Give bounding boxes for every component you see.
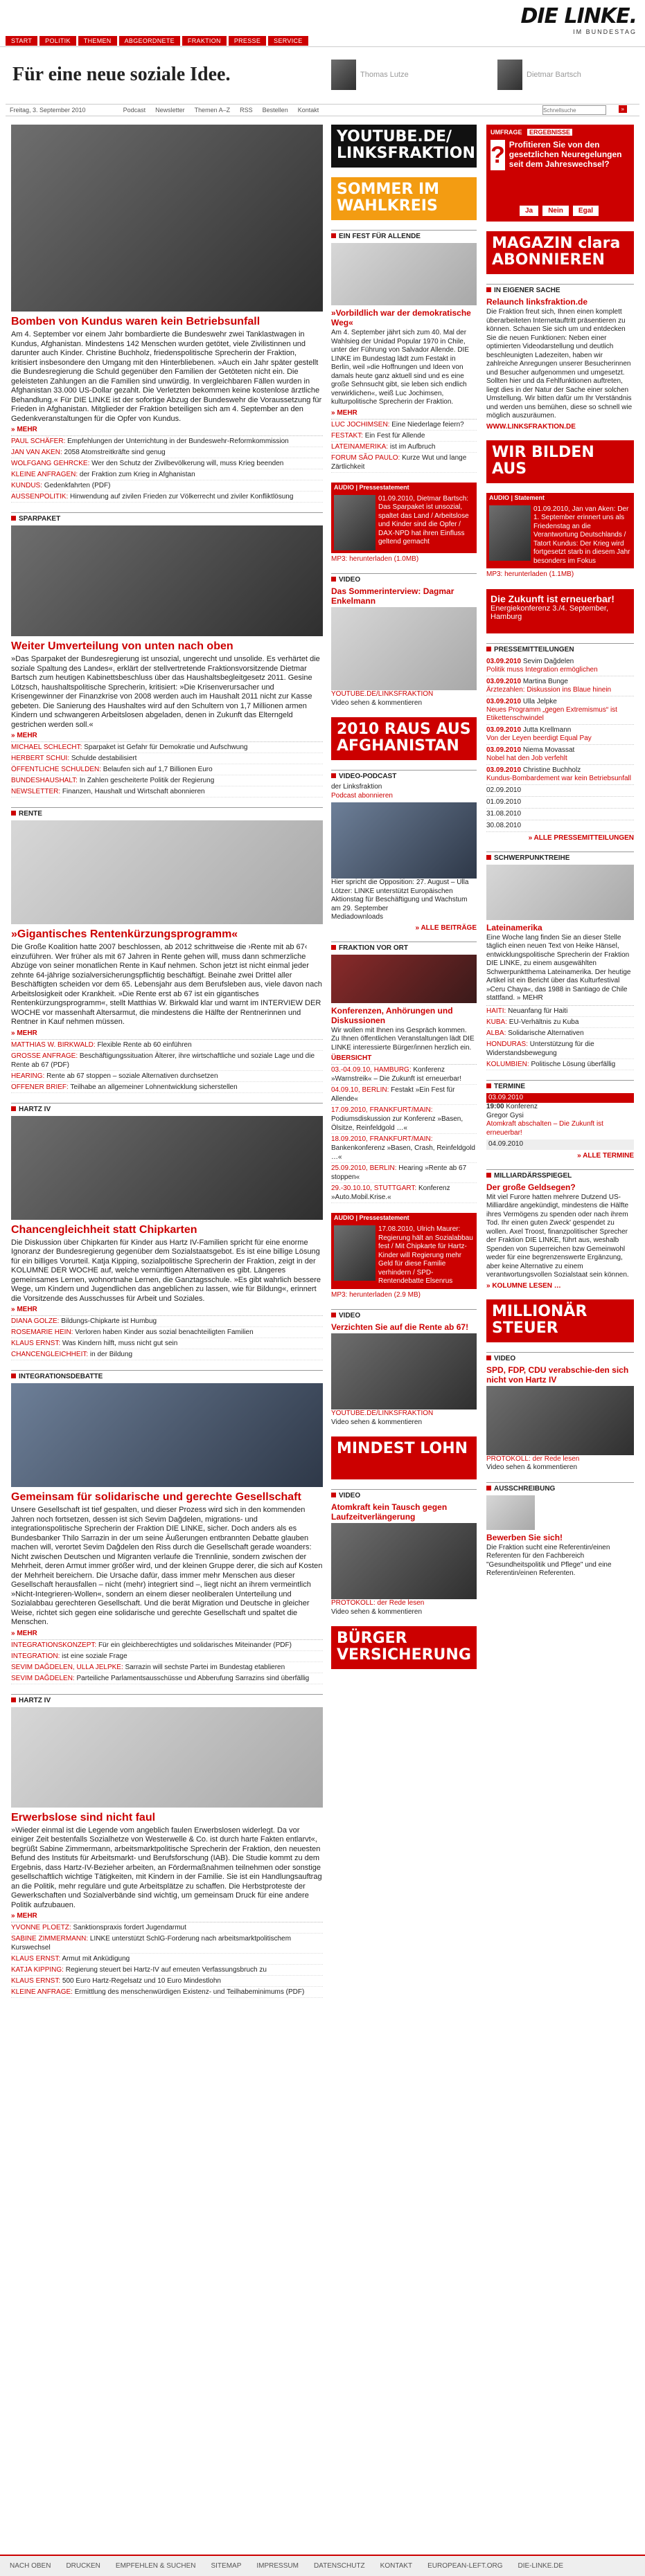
footer-impressum[interactable]: IMPRESSUM <box>256 2562 299 2570</box>
logo[interactable] <box>520 4 637 35</box>
lead-links <box>11 435 323 503</box>
video-podcast <box>331 770 477 932</box>
event-list <box>331 1064 477 1203</box>
list-item[interactable]: 03.09.2010 Ulla Jelpke Neues Programm „gegen Extremismus“ ist Etikettenschwindel <box>486 696 634 725</box>
audio-text: 17.08.2010, Ulrich Maurer: Regierung hält an Sozialabbau fest / Mit Chipkarte für Hartz-Kinder will Regierung mehr Geld für diese Familie verhindern / SPD-Rentendebatte Elsenrus <box>378 1225 473 1285</box>
video-title[interactable]: Atomkraft kein Tausch gegen Laufzeitverlängerung <box>331 1502 448 1522</box>
section-head: VIDEO <box>331 1309 477 1319</box>
fest-allende <box>331 230 477 473</box>
speaker-photo <box>489 505 531 561</box>
poll-box <box>486 125 634 222</box>
afghanistan-banner[interactable]: 2010 RAUS AUS AFGHANISTAN <box>331 717 477 760</box>
speaker-photo <box>334 495 375 550</box>
section-text: Mit viel Furore hatten mehrere Dutzend US-Milliardäre angekündigt, mindestens die Hälfte ihres Vermögens zu spenden oder nach ihrem Tod. Ihr einen guten Zweck' gespendet zu wollen. Axel Troost, finanzpolitischer Sprecher der Fraktion DIE LINKE, führt aus, weshalb Spenden von Superreichen bzw Gemeinwohl weder für eine begrenzenswerte Ergänzung, aber keine Alternative zu einem verantwortungsvollen Sozialstaat sein können. <box>486 1193 629 1279</box>
relaunch <box>486 284 634 431</box>
video-rente67 <box>331 1309 477 1427</box>
termin-entry[interactable]: 19:00 Konferenz Gregor Gysi Atomkraft abschalten – Die Zukunft ist erneuerbar! <box>486 1103 603 1137</box>
ausbildung-banner[interactable]: WIR BILDEN AUS <box>486 440 634 483</box>
more-link[interactable]: » MEHR <box>11 1029 37 1037</box>
util-kontakt[interactable]: Kontakt <box>297 107 319 114</box>
podcast-text: Hier spricht die Opposition: 27. August – Ulla Lötzer: LINKE unterstützt Europäischen Aktionstag für Beschäftigung und Wachstum am 29. September <box>331 879 469 912</box>
more-link[interactable]: » MEHR <box>11 1306 37 1313</box>
section-links <box>486 1005 634 1070</box>
person-name: Thomas Lutze <box>360 70 409 79</box>
section-title[interactable]: Konferenzen, Anhörungen und Diskussionen <box>331 1005 453 1025</box>
util-bestellen[interactable]: Bestellen <box>262 107 288 114</box>
overview-link[interactable]: ÜBERSICHT <box>331 1054 372 1062</box>
list-item[interactable]: 03.09.2010 Niema Movassat Nobel hat den Job verfehlt <box>486 745 634 765</box>
termin-date: 03.09.2010 <box>486 1093 634 1104</box>
section-head: SCHWERPUNKTREIHE <box>486 852 634 862</box>
section-head: MILLIARDÄRSSPIEGEL <box>486 1169 634 1180</box>
youtube-banner[interactable]: YOUTUBE.DE/ LINKSFRAKTION <box>331 125 477 168</box>
poll-question: Profitieren Sie von den gesetzlichen Neuregelungen seit dem Jahreswechsel? <box>509 140 622 169</box>
section-head: EIN FEST FÜR ALLENDE <box>331 230 477 240</box>
section-links <box>11 1315 323 1360</box>
list-item[interactable]: KLAUS ERNST: Armut mit Anküdigung <box>11 1954 323 1965</box>
video-link2[interactable]: Video sehen & kommentieren <box>331 1607 423 1616</box>
footer-empfehlen[interactable]: EMPFEHLEN & SUCHEN <box>115 2562 196 2570</box>
section-text: Die Fraktion sucht eine Referentin/einen Referenten für den Fachbereich "Gesundheitspolitik und Pflege" und eine Referentin/einen Referenten. <box>486 1543 612 1577</box>
audio-head: AUDIO | Statement <box>486 493 634 503</box>
section-links <box>11 1922 323 1998</box>
list-item[interactable]: 03.09.2010 Sevim Dağdelen Politik muss Integration ermöglichen <box>486 656 634 676</box>
video-enkelmann <box>331 573 477 708</box>
video-link2[interactable]: Video sehen & kommentieren <box>331 699 423 707</box>
section-head: VIDEO <box>331 573 477 584</box>
person-photo <box>497 60 522 90</box>
video-thumb[interactable] <box>331 1333 477 1409</box>
podcast-abonnieren[interactable]: Podcast abonnieren <box>331 791 393 800</box>
person-photo <box>331 60 356 90</box>
section-text: Unsere Gesellschaft ist tief gespalten, und dieser Prozess wird sich in den kommenden Jahren noch fortsetzen, dessen ist sich Sevim Dağdelen, migrations- und integrationspolitische Sprecherin der Fraktion DIE LINKE, sicher. Doch anders als es Bundesbanker Thilo Sarrazin in der um seine Äußerungen entbrannten Debatte glauben machen will, verortet Sevim Dağdelen den Riss durch die Gesellschaft gerade woanders: Nicht zwischen Deutschen und Migranten verlaufe die Trennlinie, sondern zwischen der Mehrheit, deren Armut immer größer wird, und der kleinen Gruppe derer, die sich auf Kosten der Mehrheit bereichern. Die Ursache dafür, dass immer mehr Menschen aus dieser Gesellschaft herausfallen – nicht (mehr) integriert sind –, liegt nicht an ihrem vermeintlich »Nicht-Integrieren-Wollen«, sondern an einem dieser neoliberalen Unterteilung und Sozialabbau gerechteren Gesellschaft. Und die berät Migration und Deutsche in gleicher Weise, richtet sich gegen eine solidarische und gerechte Gesellschaft und spaltet die Menschen. <box>11 1506 323 1626</box>
section-image <box>486 1495 535 1530</box>
audio-maurer <box>331 1213 477 1299</box>
footer <box>0 2555 645 2576</box>
section-image[interactable] <box>486 865 634 920</box>
nav-service[interactable]: SERVICE <box>268 36 308 46</box>
footer-kontakt[interactable]: KONTAKT <box>380 2562 413 2570</box>
section-title[interactable]: »Gigantisches Rentenkürzungsprogramm« <box>11 928 238 940</box>
mp3-download[interactable]: MP3: herunterladen (1.1MB) <box>486 570 574 578</box>
utility-bar <box>6 104 639 116</box>
lead-text: Am 4. September vor einem Jahr bombardierte die Bundeswehr zwei Tanklastwagen in Kundus, Afghanistan. Mindestens 142 Menschen wurden getötet, viele Zivilistinnen und darunter auch Kinder. Christine Buchholz, friedenspolitische Sprecherin der Fraktion, kritisiert insbesondere den Umgang mit den Hinterbliebenen. »Auch ein Jahr später gestellt die Bundesregierung die Schuld gegenüber den Familien der Getöteten nicht ein. Die geleisteten Zahlungen an die Familien sind unwürdig. In vergleichbaren Fällen wurden in Afghanistan 33.000 US-Dollar gezahlt. Die Verletzten bekommen keine kostenlose ärztliche Behandlung.« Für DIE LINKE ist der sofortige Abzug der Bundeswehr die Voraussetzung für Frieden in Afghanistan. Mitglieder der Fraktion beteiligen sich am 4. September an den Gedenkveranstaltungen für die Opfer von Kundus. <box>11 330 322 423</box>
list-item[interactable]: MATTHIAS W. BIRKWALD: Flexible Rente ab 60 einführen <box>11 1040 323 1051</box>
list-item[interactable]: FORUM SÃO PAULO: Kurze Wut und lange Zärtlichkeit <box>331 453 477 473</box>
termine <box>486 1080 634 1160</box>
section-links <box>331 419 477 473</box>
nav-presse[interactable]: PRESSE <box>229 36 266 46</box>
audio-box <box>331 1223 477 1289</box>
video-thumb[interactable] <box>486 1386 634 1455</box>
milliardaersspiegel <box>486 1169 634 1290</box>
video-link2[interactable]: Video sehen & kommentieren <box>331 1418 423 1426</box>
section-head: VIDEO-PODCAST <box>331 770 477 780</box>
video-link[interactable]: YOUTUBE.DE/LINKSFRAKTION <box>331 1409 434 1417</box>
logo-sub: IM BUNDESTAG <box>573 28 637 35</box>
video-link[interactable]: YOUTUBE.DE/LINKSFRAKTION <box>331 690 434 698</box>
section-head: HARTZ IV <box>11 1103 323 1113</box>
video-link[interactable]: PROTOKOLL: der Rede lesen <box>486 1454 580 1463</box>
mindestlohn-banner[interactable]: MINDEST LOHN <box>331 1436 477 1479</box>
list-item[interactable]: GROSSE ANFRAGE: Beschäftigungssituation Älterer, ihre wirtschaftliche und soziale Lage und die Rente ab 67 (PDF) <box>11 1051 323 1071</box>
section-links <box>11 741 323 798</box>
list-item[interactable]: 29.-30.10.10, STUTTGART: Konferenz »Auto.Mobil.Krise.« <box>331 1183 477 1203</box>
more-link[interactable]: » MEHR <box>11 1912 37 1920</box>
list-item[interactable]: 03.-04.09.10, HAMBURG: Konferenz »Warnstreik« – Die Zukunft ist erneuerbar! <box>331 1065 477 1085</box>
podcast-alle[interactable]: » ALLE BEITRÄGE <box>415 924 477 932</box>
lead-article <box>11 125 323 503</box>
section-title[interactable]: Lateinamerika <box>486 922 542 933</box>
millionaersteuer-banner[interactable]: MILLIONÄR STEUER <box>486 1299 634 1342</box>
section-integration <box>11 1370 323 1684</box>
util-rss[interactable]: RSS <box>240 107 253 114</box>
section-title[interactable]: Der große Geldsegen? <box>486 1182 576 1192</box>
section-image[interactable] <box>11 525 323 636</box>
person-dietmar-bartsch[interactable] <box>497 60 581 90</box>
podcast-downloads[interactable]: Mediadownloads <box>331 913 384 921</box>
clara-banner[interactable]: MAGAZIN clara ABONNIEREN <box>486 231 634 274</box>
top-header <box>0 0 645 47</box>
list-item[interactable]: SEVIM DAĞDELEN, ULLA JELPKE: Sarrazin will sechste Partei im Bundestag etablieren <box>11 1662 323 1673</box>
footer-datenschutz[interactable]: DATENSCHUTZ <box>313 2562 365 2570</box>
ausschreibung <box>486 1482 634 1578</box>
podcast-thumb[interactable] <box>331 802 477 879</box>
section-head: FRAKTION VOR ORT <box>331 942 477 952</box>
lead-more-link[interactable]: » MEHR <box>11 426 37 433</box>
section-image[interactable] <box>11 1116 323 1220</box>
section-head: PRESSEMITTEILUNGEN <box>486 643 634 654</box>
section-head: TERMINE <box>486 1080 634 1090</box>
search-input[interactable] <box>542 105 606 115</box>
list-item[interactable]: KOLUMBIEN: Politische Lösung überfällig <box>486 1059 634 1070</box>
section-image[interactable] <box>11 820 323 924</box>
energiekonferenz-banner[interactable] <box>486 589 634 633</box>
list-item[interactable]: ÖFFENTLICHE SCHULDEN: Belaufen sich auf 1,7 Billionen Euro <box>11 764 323 775</box>
list-item[interactable]: KUNDUS: Gedenkfahrten (PDF) <box>11 480 323 492</box>
section-title[interactable]: Chancengleichheit statt Chipkarten <box>11 1223 197 1236</box>
section-text: Wir wollen mit Ihnen ins Gespräch kommen. Zu Ihnen öffentlichen Veranstaltungen lädt DIE LINKE interessierte Bürger/innen herzlich ein. <box>331 1026 475 1052</box>
page-slogan: Für eine neue soziale Idee. <box>12 64 231 85</box>
lateinamerika <box>486 852 634 1070</box>
list-item[interactable]: JAN VAN AKEN: 2058 Atomstreitkräfte sind genug <box>11 447 323 458</box>
list-item[interactable]: KUBA: EU-Verhältnis zu Kuba <box>486 1017 634 1028</box>
footer-sitemap[interactable]: SITEMAP <box>211 2562 242 2570</box>
mp3-download[interactable]: MP3: herunterladen (1.0MB) <box>331 555 419 563</box>
footer-drucken[interactable]: DRUCKEN <box>66 2562 100 2570</box>
buergerversicherung-banner[interactable]: BÜRGER VERSICHERUNG <box>331 1626 477 1669</box>
video-title[interactable]: Das Sommerinterview: Dagmar Enkelmann <box>331 586 454 606</box>
section-hartz-chipkarten <box>11 1103 323 1361</box>
poll-answers <box>520 206 601 216</box>
section-image[interactable] <box>11 1707 323 1808</box>
list-item[interactable]: DIANA GOLZE: Bildungs-Chipkarte ist Humbug <box>11 1316 323 1327</box>
banner <box>6 51 639 101</box>
list-item[interactable]: SEVIM DAĞDELEN: Parteiliche Parlamentsausschüsse und Abberufung Sarrazins sind überfällig <box>11 1673 323 1684</box>
list-item[interactable]: OFFENER BRIEF: Teilhabe an allgemeiner Lohnentwicklung sicherstellen <box>11 1082 323 1093</box>
list-item[interactable]: AUSSENPOLITIK: Hinwendung auf zivilen Frieden zur Völkerrecht und ziviler Konfliktlösung <box>11 492 323 503</box>
list-item[interactable]: INTEGRATIONSKONZEPT: Für ein gleichberechtigtes und solidarisches Miteinander (PDF) <box>11 1640 323 1651</box>
list-item[interactable]: 03.09.2010 Jutta Krellmann Von der Leyen beerdigt Equal Pay <box>486 725 634 745</box>
section-rente <box>11 807 323 1093</box>
list-item[interactable]: 18.09.2010, FRANKFURT/MAIN: Bankenkonferenz »Basen, Crash, Reinfeldgold …« <box>331 1134 477 1163</box>
pm-list <box>486 656 634 832</box>
termine-alle-link[interactable]: » ALLE TERMINE <box>577 1151 634 1160</box>
section-head: VIDEO <box>331 1489 477 1499</box>
list-item[interactable]: KATJA KIPPING: Regierung steuert bei Hartz-IV auf erneuten Verfassungsbruch zu <box>11 1965 323 1976</box>
section-title[interactable]: Erwerbslose sind nicht faul <box>11 1811 156 1823</box>
poll-body <box>491 140 630 170</box>
main-column <box>11 125 323 2008</box>
audio-vanaken <box>486 493 634 579</box>
section-image[interactable] <box>331 243 477 305</box>
section-text: »Wieder einmal ist die Legende vom angeblich faulen Erwerbslosen widerlegt. Da vor einiger Zeit bestenfalls Sozialhetze von Westerwelle & Co. ist durch harte Fakten entlarvt«, begrüßt Sabine Zimmermann, arbeitsmarktpolitische Sprecherin der Fraktion, den neuesten Befund des Instituts für Arbeitsmarkt- und Berufsforschung (IAB). Die Studie kommt zu dem Ergebnis, dass Hartz-IV-Bezieher arbeiten, an Fördermaßnahmen teilnehmen oder sonstige gesellschaftlich wichtige Tätigkeiten, mit Kindern in der Familie. Sie ist ein Handlungsauftrag an die Politik, mehr reguläre und gute Arbeitsplätze zu schaffen. Die Herbstproteste der Gewerkschaften und Sozialverbände sind wichtig, um gemeinsam Druck für eine andere Politik aufzubauen. <box>11 1826 322 1909</box>
list-item[interactable]: KLEINE ANFRAGEN: der Fraktion zum Krieg in Afghanistan <box>11 469 323 480</box>
poll-answer-egal[interactable]: Egal <box>573 206 599 216</box>
audio-head: AUDIO | Pressestatement <box>331 483 477 492</box>
list-item[interactable]: 17.09.2010, FRANKFURT/MAIN: Podiumsdiskussion zur Konferenz »Basen, Ölsitze, Reinfeldgold …« <box>331 1105 477 1134</box>
list-item[interactable]: 03.09.2010 Martina Bunge Ärztezahlen: Diskussion ins Blaue hinein <box>486 676 634 696</box>
more-link[interactable]: » MEHR <box>11 732 37 739</box>
poll-head: UMFRAGE ERGEBNISSE <box>491 129 630 136</box>
video-title[interactable]: SPD, FDP, CDU verabschie-den sich nicht von Hartz IV <box>486 1364 629 1385</box>
list-item[interactable]: LUC JOCHIMSEN: Eine Niederlage feiern? <box>331 420 477 431</box>
poll-results-link[interactable]: ERGEBNISSE <box>527 129 572 136</box>
list-item[interactable]: KLAUS ERNST: Was Kindern hilft, muss nicht gut sein <box>11 1338 323 1349</box>
more-link[interactable]: » MEHR <box>331 408 357 417</box>
section-text: Die Große Koalition hatte 2007 beschlossen, ab 2012 schrittweise die ›Rente mit ab 67‹ einzuführen. Wer früher als mit 67 Jahren in Rente gehen will, muss dann schmerzliche Abzüge von seiner monatlichen Rente in Kauf nehmen. Schon jetzt ist nicht einmal jeder zehnte 64-jährige sozialversicherungspflichtig beschäftigt. Beinahe zwei Drittel aller Beschäftigten scheiden vor dem 65. Lebensjahr aus dem Berufsleben aus, viele davon nach Arbeitslosigkeit oder Krankheit. »Die Rente erst ab 67 ist ein gigantisches Rentenkürzungsprogramm«, stellt Matthias W. Birkwald klar und warnt im INTERVIEW DER WOCHE vor massenhaft Altersarmut, die mindestens die Hälfte der Rentnerinnen und Rentner in Kauf nehmen müssen. <box>11 943 322 1026</box>
section-text: Die Diskussion über Chipkarten für Kinder aus Hartz IV-Familien spricht für eine enorme Ignoranz der Bundesregierung gegenüber dem Sozialstaatsgebot. Es ist eine billige Lösung für ein billiges Vorurteil. Katja Kipping, sozialpolitische Sprecherin der Fraktion, zeigt in der KOLUMNE DER WOCHE auf, welche vernünftigen Alternativen es gibt. Längeres gemeinsames Lernen, wohnortnahe Lernen, die Ganztagsschule. »Es gibt wahrlich bessere Wege, um Kindern und Jugendlichen das angeblichen zu lassen, wie für Bildung«, erinnert die Vorsitzende des Ausschusses für Arbeit und Soziales. <box>11 1238 321 1303</box>
footer-nach-oben[interactable]: NACH OBEN <box>10 2562 51 2570</box>
list-item[interactable]: KLEINE ANFRAGE: Ermittlung des menschenwürdigen Existenz- und Teilhabeminimums (PDF) <box>11 1987 323 1998</box>
lead-title[interactable]: Bomben von Kundus waren kein Betriebsunfall <box>11 316 260 327</box>
audio-head: AUDIO | Pressestatement <box>331 1213 477 1223</box>
pm-date[interactable]: 31.08.2010 <box>486 809 634 820</box>
list-item[interactable]: PAUL SCHÄFER: Empfehlungen der Unterrichtung in der Bundeswehr-Reformkommission <box>11 436 323 447</box>
list-item[interactable]: HEARING: Rente ab 67 stoppen – soziale Alternativen durchsetzen <box>11 1071 323 1082</box>
audio-box <box>486 503 634 569</box>
section-head: HARTZ IV <box>11 1694 323 1704</box>
section-text: Am 4. September jährt sich zum 40. Mal der Wahlsieg der Unidad Popular 1970 in Chile, unter der Führung von Salvador Allende. DIE LINKE im Bundestag lädt zum Festakt in Berlin, weil »die Hoffnungen und Ideen von damals heute ganz aktuell sind und es eine große Sehnsucht gibt, sie leben sich endlich verwirklichen«, weiß Luc Jochimsen, kulturpolitische Sprecherin der Fraktion. <box>331 329 470 406</box>
video-hartz <box>486 1352 634 1472</box>
section-text: Die Fraktion freut sich, Ihnen einen komplett überarbeiteten Internetauftritt präsentieren zu können. Schauen Sie sich um und entdecken Sie die neuen Funktionen: Neben einer optimierten Videodarstellung und deutlich beschleunigten Ladezeiten, haben wir zahlreiche Anregungen unserer Besucherinnen und Besucher aufgenommen und umgesetzt. Sollten hier und da Fehlfunktionen auftreten, liegt dies in der Natur der Sache einer solchen Umstellung. Wir bitten dafür um Ihr Verständnis und werden uns bemühen, diese so schnell wie möglich auszuräumen. <box>486 308 633 420</box>
banner-sub: Energiekonferenz 3./4. September, Hamburg <box>491 604 608 621</box>
termin-date2[interactable]: 04.09.2010 <box>486 1140 634 1150</box>
sommer-banner[interactable]: SOMMER IM WAHLKREIS <box>331 177 477 220</box>
nav-start[interactable]: START <box>6 36 37 46</box>
list-item[interactable]: CHANCENGLEICHHEIT: in der Bildung <box>11 1349 323 1360</box>
main-nav <box>6 36 308 46</box>
section-head: IN EIGENER SACHE <box>486 284 634 294</box>
section-head: INTEGRATIONSDEBATTE <box>11 1370 323 1380</box>
section-text: Eine Woche lang finden Sie an dieser Stelle täglich einen neuen Text von Heike Hänsel, entwicklungspolitische Sprecherin der Fraktion DIE LINKE, zu einem ausgewählten Schwerpunktthema Lateinamerika. Der heutige Artikel ist ein Bericht über das Kulturfestival »Ceru Chaya«, das 1988 in Santiago de Chile stattfand. » MEHR <box>486 933 631 1002</box>
section-sparpaket <box>11 512 323 798</box>
list-item[interactable]: SABINE ZIMMERMANN: LINKE unterstützt SchlG-Forderung nach arbeitsmarktpolitischem Kurswechsel <box>11 1934 323 1954</box>
section-image[interactable] <box>331 955 477 1003</box>
video-link2[interactable]: Video sehen & kommentieren <box>486 1463 578 1471</box>
util-themen[interactable]: Themen A–Z <box>194 107 231 114</box>
poll-answer-nein[interactable]: Nein <box>542 206 569 216</box>
section-links <box>11 1639 323 1684</box>
list-item[interactable]: ALBA: Solidarische Alternativen <box>486 1028 634 1039</box>
pressemitteilungen <box>486 643 634 842</box>
kolumne-link[interactable]: » KOLUMNE LESEN … <box>486 1281 561 1290</box>
audio-bartsch <box>331 483 477 564</box>
video-atomkraft <box>331 1489 477 1616</box>
section-title[interactable]: Relaunch linksfraktion.de <box>486 297 588 307</box>
list-item[interactable]: HERBERT SCHUI: Schulde destabilisiert <box>11 753 323 764</box>
banner-title: Die Zukunft ist erneuerbar! <box>491 593 615 604</box>
poll-answer-ja[interactable]: Ja <box>520 206 538 216</box>
section-head: SPARPAKET <box>11 512 323 523</box>
nav-politik[interactable]: POLITIK <box>39 36 76 46</box>
list-item[interactable]: MICHAEL SCHLECHT: Sparpaket ist Gefahr für Demokratie und Aufschwung <box>11 742 323 753</box>
section-text: »Das Sparpaket der Bundesregierung ist unsozial, ungerecht und unsolide. Es verhärtet die soziale Spaltung des Landes«, erklärt der stellvertretende Fraktionsvorsitzende Dietmar Bartsch zum heutigen Kabinettsbeschluss über das Haushaltsbegleitgesetz 2011. Gesine Lötzsch, haushaltspolitische Sprecherin, kritisiert: »Die Krisenverursacher und Krisengewinner der Finanzkrise von 2008 werden auch im Haushalt 2011 nicht zur Kasse gebeten. Die Sanierung des Haushaltes wird auf den Schultern von 1,7 Millionen armen Kindern und schwangeren Arbeitslosen abgeladen, denen in Zukunft das Elterngeld gestrichen werden soll.« <box>11 655 320 729</box>
list-item[interactable]: 03.09.2010 Christine Buchholz Kundus-Bombardement war kein Betriebsunfall <box>486 765 634 785</box>
audio-box <box>331 492 477 553</box>
nav-fraktion[interactable]: FRAKTION <box>182 36 227 46</box>
audio-text: 01.09.2010, Jan van Aken: Der 1. September erinnert uns als Friedenstag an die Verantwortung Deutschlands / Tatort Kundus: Der Krieg wird fortgesetzt starb in diesem Jahr besonders im Fokus <box>533 505 630 565</box>
nav-themen[interactable]: THEMEN <box>78 36 117 46</box>
speaker-photo <box>334 1225 375 1281</box>
list-item[interactable]: ROSEMARIE HEIN: Verloren haben Kinder aus sozial benachteiligten Familien <box>11 1327 323 1338</box>
fraktion-vor-ort <box>331 942 477 1204</box>
list-item[interactable]: HAITI: Neuanfang für Haiti <box>486 1006 634 1017</box>
nav-abgeordnete[interactable]: ABGEORDNETE <box>119 36 180 46</box>
logo-main: DIE LINKE. <box>520 4 637 28</box>
footer-european-left[interactable]: EUROPEAN-LEFT.ORG <box>427 2562 503 2570</box>
list-item[interactable]: BUNDESHAUSHALT: In Zahlen gescheiterte Politik der Regierung <box>11 775 323 786</box>
more-link[interactable]: » MEHR <box>11 1629 37 1637</box>
section-title[interactable]: Bewerben Sie sich! <box>486 1532 563 1542</box>
list-item[interactable]: FESTAKT: Ein Fest für Allende <box>331 431 477 442</box>
section-image[interactable] <box>11 1383 323 1487</box>
question-mark-icon: ? <box>491 140 505 170</box>
current-date: Freitag, 3. September 2010 <box>10 107 86 114</box>
list-item[interactable]: INTEGRATION: ist eine soziale Frage <box>11 1651 323 1662</box>
middle-column <box>331 125 477 1679</box>
section-head: RENTE <box>11 807 323 818</box>
pm-date[interactable]: 30.08.2010 <box>486 820 634 832</box>
right-column <box>486 125 634 1588</box>
list-item[interactable]: 04.09.10, BERLIN: Festakt »Ein Fest für Allende« <box>331 1085 477 1105</box>
person-thomas-lutze[interactable] <box>331 60 409 90</box>
section-head: VIDEO <box>486 1352 634 1362</box>
pm-date[interactable]: 02.09.2010 <box>486 785 634 797</box>
list-item[interactable]: KLAUS ERNST: 500 Euro Hartz-Regelsatz und 10 Euro Mindestlohn <box>11 1976 323 1987</box>
list-item[interactable]: HONDURAS: Unterstützung für die Widerstandsbewegung <box>486 1039 634 1059</box>
lead-image[interactable] <box>11 125 323 312</box>
footer-die-linke[interactable]: DIE-LINKE.DE <box>518 2562 564 2570</box>
video-thumb[interactable] <box>331 607 477 690</box>
list-item[interactable]: NEWSLETTER: Finanzen, Haushalt und Wirtschaft abonnieren <box>11 786 323 798</box>
relaunch-link[interactable]: WWW.LINKSFRAKTION.DE <box>486 422 576 431</box>
video-title[interactable]: Verzichten Sie auf die Rente ab 67! <box>331 1322 469 1332</box>
person-name: Dietmar Bartsch <box>527 70 581 79</box>
video-link[interactable]: PROTOKOLL: der Rede lesen <box>331 1599 425 1607</box>
section-title[interactable]: Weiter Umverteilung von unten nach oben <box>11 640 233 652</box>
podcast-sub: der Linksfraktion <box>331 783 382 791</box>
section-hartz-erwerbslose <box>11 1694 323 1999</box>
list-item[interactable]: YVONNE PLOETZ: Sanktionspraxis fordert Jugendarmut <box>11 1922 323 1934</box>
video-thumb[interactable] <box>331 1523 477 1599</box>
pm-date[interactable]: 01.09.2010 <box>486 797 634 809</box>
section-head: AUSSCHREIBUNG <box>486 1482 634 1493</box>
mp3-download[interactable]: MP3: herunterladen (2.9 MB) <box>331 1290 421 1299</box>
section-title[interactable]: »Vorbildlich war der demokratische Weg« <box>331 308 471 327</box>
list-item[interactable]: WOLFGANG GEHRCKE: Wer den Schutz der Zivilbevölkerung will, muss Krieg beenden <box>11 458 323 469</box>
section-links <box>11 1039 323 1093</box>
util-newsletter[interactable]: Newsletter <box>155 107 185 114</box>
search-button[interactable]: » <box>619 105 627 113</box>
section-title[interactable]: Gemeinsam für solidarische und gerechte Gesellschaft <box>11 1491 301 1503</box>
list-item[interactable]: 25.09.2010, BERLIN: Hearing »Rente ab 67 stoppen« <box>331 1163 477 1183</box>
list-item[interactable]: LATEINAMERIKA: ist im Aufbruch <box>331 442 477 453</box>
audio-text: 01.09.2010, Dietmar Bartsch: Das Sparpaket ist unsozial, spaltet das Land / Arbeitslose und Kinder sind die Opfer / DAX-NPD hat ihren Einfluss geltend gemacht <box>378 494 469 546</box>
util-podcast[interactable]: Podcast <box>123 107 146 114</box>
pm-alle-link[interactable]: » ALLE PRESSEMITTEILUNGEN <box>528 834 634 842</box>
